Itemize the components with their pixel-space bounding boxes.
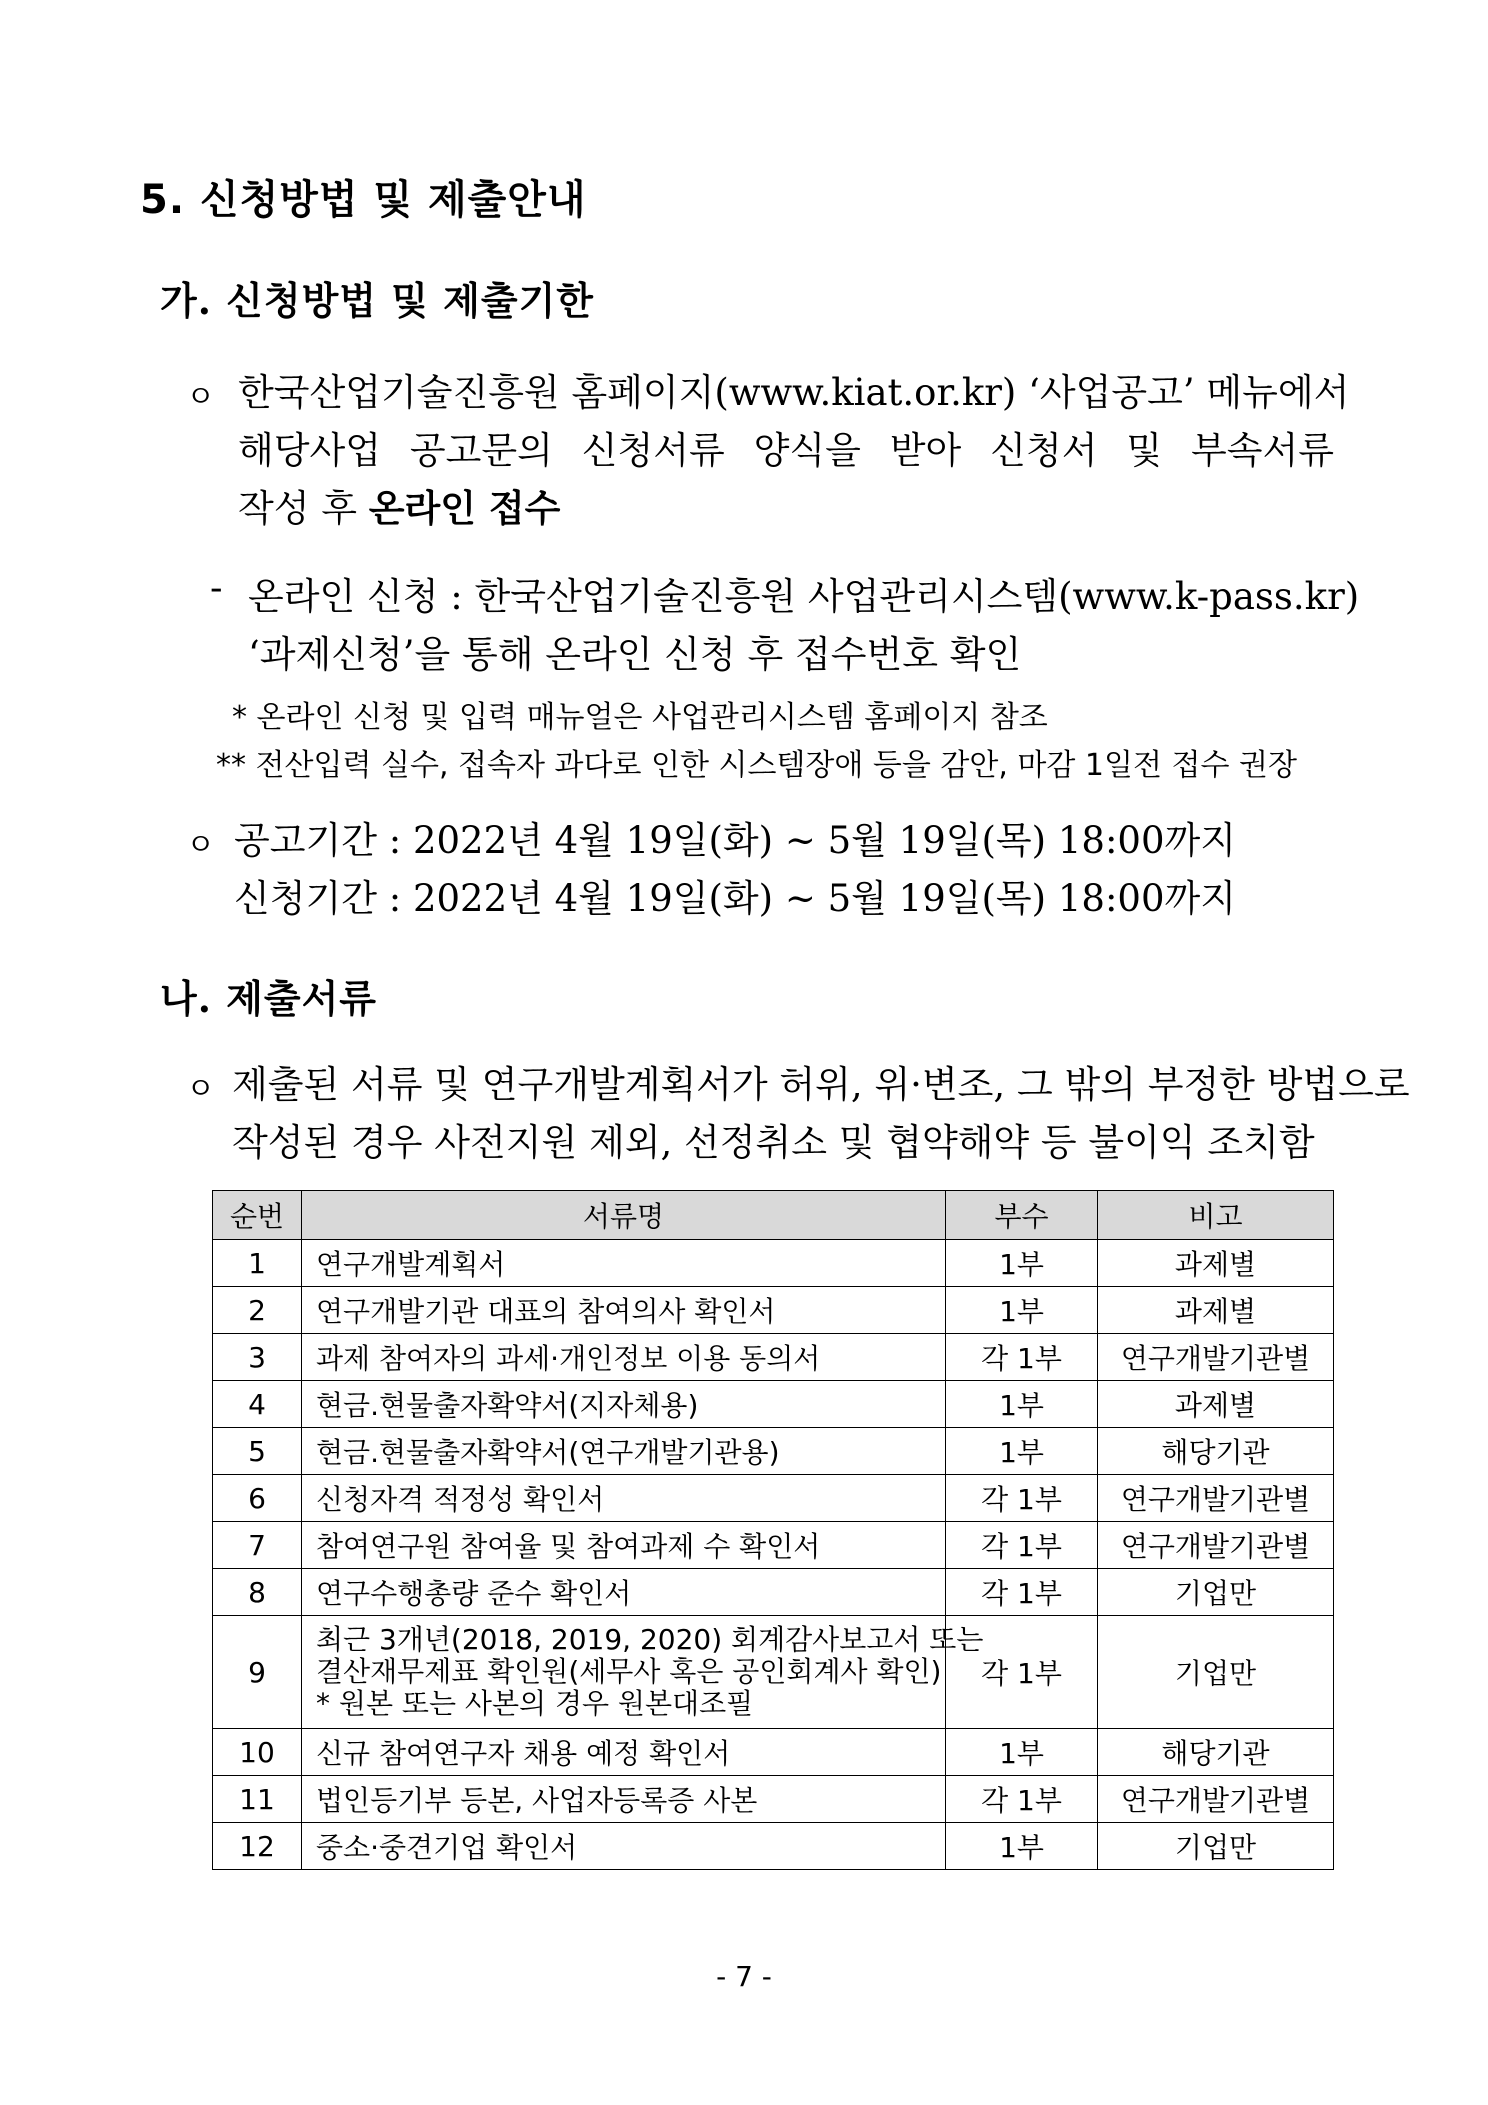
row-number: 3: [213, 1334, 302, 1381]
row-remarks: 기업만: [1098, 1823, 1334, 1870]
table-row: [213, 1569, 1334, 1616]
row-copies: 각 1부: [946, 1616, 1098, 1729]
row-number: 12: [213, 1823, 302, 1870]
announcement-period: 공고기간 : 2022년 4월 19일(화) ~ 5월 19일(목) 18:00까지: [234, 819, 1236, 862]
subsection-title-b: 나. 제출서류: [160, 976, 377, 1021]
row-copies: 1부: [946, 1428, 1098, 1475]
note-deadline-advice: ** 전산입력 실수, 접속자 과다로 인한 시스템장애 등을 감안, 마감 1일전 접수 권장: [216, 748, 1297, 783]
table-row: [213, 1776, 1334, 1823]
row-copies: 1부: [946, 1287, 1098, 1334]
row-document-name: 연구개발계획서: [302, 1240, 946, 1287]
row-document-name-line: 최근 3개년(2018, 2019, 2020) 회계감사보고서 또는: [316, 1623, 984, 1656]
table-row: [213, 1381, 1334, 1428]
subsection-title-a: 가. 신청방법 및 제출기한: [160, 278, 594, 323]
row-document-name: 법인등기부 등본, 사업자등록증 사본: [302, 1776, 946, 1823]
row-remarks: 연구개발기관별: [1098, 1334, 1334, 1381]
row-copies: 각 1부: [946, 1334, 1098, 1381]
table-row: [213, 1522, 1334, 1569]
table-row: [213, 1729, 1334, 1776]
bullet-marker: ㅇ: [186, 828, 215, 863]
row-document-name: 신규 참여연구자 채용 예정 확인서: [302, 1729, 946, 1776]
row-number: 6: [213, 1475, 302, 1522]
row-document-name-line: * 원본 또는 사본의 경우 원본대조필: [316, 1687, 754, 1720]
page-number: - 7 -: [716, 1960, 772, 1993]
dash-line2: ‘과제신청’을 통해 온라인 신청 후 접수번호 확인: [248, 633, 1022, 676]
row-remarks: 기업만: [1098, 1616, 1334, 1729]
bullet1-line1: 한국산업기술진흥원 홈페이지(www.kiat.or.kr) ‘사업공고’ 메뉴에서: [238, 371, 1350, 414]
bullet1-line3: [238, 478, 560, 532]
dash-marker: -: [210, 566, 223, 609]
table-row: [213, 1334, 1334, 1381]
note-manual: * 온라인 신청 및 입력 매뉴얼은 사업관리시스템 홈페이지 참조: [232, 700, 1048, 735]
table-row: [213, 1616, 1334, 1729]
row-number: 4: [213, 1381, 302, 1428]
submission-warning-line2: 작성된 경우 사전지원 제외, 선정취소 및 협약해약 등 불이익 조치함: [232, 1121, 1315, 1164]
table-row: [213, 1240, 1334, 1287]
header-document-name: 서류명: [302, 1191, 946, 1240]
row-remarks: 해당기관: [1098, 1729, 1334, 1776]
row-remarks: 과제별: [1098, 1240, 1334, 1287]
table-row: [213, 1823, 1334, 1870]
row-copies: 각 1부: [946, 1475, 1098, 1522]
row-copies: 각 1부: [946, 1522, 1098, 1569]
row-remarks: 과제별: [1098, 1381, 1334, 1428]
row-copies: 1부: [946, 1381, 1098, 1428]
table-row: [213, 1287, 1334, 1334]
row-copies: 각 1부: [946, 1776, 1098, 1823]
row-number: 7: [213, 1522, 302, 1569]
row-document-name: 신청자격 적정성 확인서: [302, 1475, 946, 1522]
row-remarks: 과제별: [1098, 1287, 1334, 1334]
row-document-name: 참여연구원 참여율 및 참여과제 수 확인서: [302, 1522, 946, 1569]
row-number: 2: [213, 1287, 302, 1334]
table-row: [213, 1475, 1334, 1522]
row-document-name: 연구수행총량 준수 확인서: [302, 1569, 946, 1616]
bullet-marker: ㅇ: [186, 1072, 215, 1107]
row-remarks: 연구개발기관별: [1098, 1522, 1334, 1569]
row-number: 9: [213, 1616, 302, 1729]
row-number: 11: [213, 1776, 302, 1823]
row-document-name-line: 결산재무제표 확인원(세무사 혹은 공인회계사 확인): [316, 1655, 942, 1688]
row-number: 8: [213, 1569, 302, 1616]
row-number: 10: [213, 1729, 302, 1776]
header-remarks: 비고: [1098, 1191, 1334, 1240]
row-copies: 1부: [946, 1823, 1098, 1870]
row-remarks: 연구개발기관별: [1098, 1776, 1334, 1823]
row-copies: 1부: [946, 1729, 1098, 1776]
row-copies: 1부: [946, 1240, 1098, 1287]
row-document-name: 현금.현물출자확약서(연구개발기관용): [302, 1428, 946, 1475]
row-number: 5: [213, 1428, 302, 1475]
row-document-name: 연구개발기관 대표의 참여의사 확인서: [302, 1287, 946, 1334]
row-document-name: 과제 참여자의 과세·개인정보 이용 동의서: [302, 1334, 946, 1381]
bullet1-line3-prefix: 작성 후: [238, 487, 369, 530]
table-row: [213, 1428, 1334, 1475]
table-header-row: [213, 1191, 1334, 1240]
row-copies: 각 1부: [946, 1569, 1098, 1616]
dash-line1: 온라인 신청 : 한국산업기술진흥원 사업관리시스템(www.k-pass.kr): [248, 575, 1360, 618]
bullet1-line2: 해당사업 공고문의 신청서류 양식을 받아 신청서 및 부속서류: [238, 429, 1334, 472]
submission-warning-line1: 제출된 서류 및 연구개발계획서가 허위, 위·변조, 그 밖의 부정한 방법으로: [232, 1063, 1410, 1106]
online-submission-emphasis: 온라인 접수: [368, 486, 561, 530]
row-number: 1: [213, 1240, 302, 1287]
row-document-name: 중소·중견기업 확인서: [302, 1823, 946, 1870]
row-remarks: 연구개발기관별: [1098, 1475, 1334, 1522]
application-period: 신청기간 : 2022년 4월 19일(화) ~ 5월 19일(목) 18:00까지: [234, 877, 1236, 920]
row-document-name: 현금.현물출자확약서(지자체용): [302, 1381, 946, 1428]
documents-table: [212, 1190, 1334, 1870]
row-document-name: [302, 1616, 984, 1729]
row-remarks: 기업만: [1098, 1569, 1334, 1616]
row-remarks: 해당기관: [1098, 1428, 1334, 1475]
bullet-marker: ㅇ: [186, 380, 215, 415]
header-copies: 부수: [946, 1191, 1098, 1240]
section-title: 5. 신청방법 및 제출안내: [140, 177, 587, 223]
header-number: 순번: [213, 1191, 302, 1240]
